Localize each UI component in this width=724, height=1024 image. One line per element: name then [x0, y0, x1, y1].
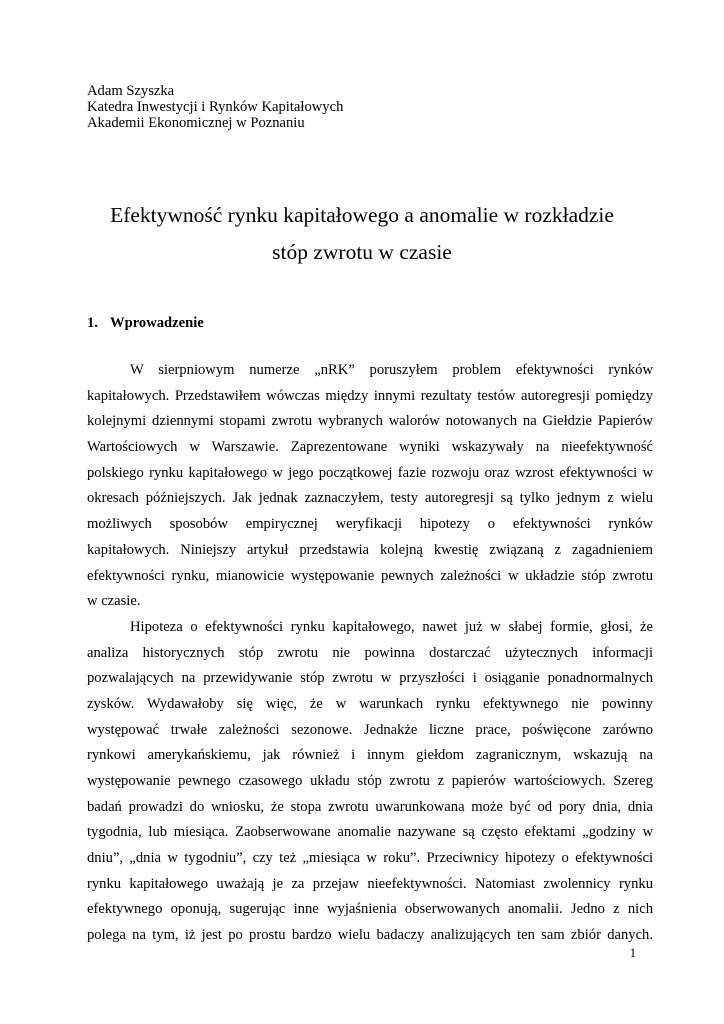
paragraph-2-line: analiza historycznych stóp zwrotu nie powinna dostarczać użytecznych informacji [87, 644, 653, 661]
paragraph-2-line: rynkowi amerykańskiemu, jak również i innym giełdom zagranicznym, wskazują na [87, 747, 653, 764]
paragraph-2-line: występowanie pewnego czasowego układu stóp zwrotu z papierów wartościowych. Szereg [87, 773, 653, 789]
paragraph-1-line: kolejnymi dziennymi stopami zwrotu wybranych walorów notowanych na Giełdzie Papierów [87, 413, 653, 430]
paragraph-2-line: pozwalających na przewidywanie stóp zwrotu w przyszłości i osiąganie ponadnormalnych [87, 670, 653, 687]
author-block [87, 83, 343, 131]
paper-title-line-1: Efektywność rynku kapitałowego a anomalie w rozkładzie [110, 203, 614, 227]
paragraph-2-line: dniu”, „dnia w tygodniu”, czy też „miesiąca w roku”. Przeciwnicy hipotezy o efektywności [87, 850, 653, 867]
paragraph-1-line: okresach późniejszych. Jak jednak zaznaczyłem, testy autoregresji są tylko jednym z wielu [87, 490, 653, 507]
paper-title-line-2: stóp zwrotu w czasie [272, 240, 452, 264]
page-number: 1 [629, 946, 636, 960]
author-name: Adam Szyszka [87, 83, 175, 99]
paragraph-1-line: możliwych sposobów empirycznej weryfikacji hipotezy o efektywności rynków [87, 516, 653, 533]
section-number: 1. [87, 315, 98, 331]
paragraph-2-line: badań prowadzi do wniosku, że stopa zwrotu uwarunkowana może być od pory dnia, dnia [87, 798, 653, 815]
paragraph-2-line: występować trwałe zależności sezonowe. Jednakże liczne prace, poświęcone zarówno [87, 721, 653, 738]
paragraph-1-line: polskiego rynku kapitałowego w jego początkowej fazie rozwoju oraz wzrost efektywności w [87, 464, 653, 481]
paragraph-1-line: kapitałowych. Niniejszy artykuł przedstawia kolejną kwestię związaną z zagadnieniem [87, 541, 653, 558]
paragraph-2-line: Hipoteza o efektywności rynku kapitałowego, nawet już w słabej formie, głosi, że [130, 618, 653, 635]
body-text [87, 358, 653, 949]
paragraph-2-line: zysków. Wydawałoby się więc, że w warunkach rynku efektywnego nie powinny [87, 695, 653, 712]
paragraph-1-line: efektywności rynku, mianowicie występowanie pewnych zależności w układzie stóp zwrotu [87, 567, 653, 584]
paragraph-2-line: polega na tym, iż jest po prostu bardzo wielu badaczy analizujących ten sam zbiór danych. [87, 927, 653, 944]
paragraph-1-line: w czasie. [87, 593, 141, 610]
paragraph-1-line: kapitałowych. Przedstawiłem wówczas między innymi rezultaty testów autoregresji pomiędzy [87, 387, 653, 404]
author-department: Katedra Inwestycji i Rynków Kapitałowych [87, 99, 344, 115]
paragraph-1-line: Wartościowych w Warszawie. Zaprezentowane wyniki wskazywały na nieefektywność [87, 439, 653, 456]
author-institution: Akademii Ekonomicznej w Poznaniu [87, 115, 305, 131]
paragraph-2-line: rynku kapitałowego uważają je za przejaw nieefektywności. Natomiast zwolennicy rynku [87, 875, 653, 892]
paragraph-2-line: tygodnia, lub miesiąca. Zaobserwowane anomalie nazywane są często efektami „godziny w [87, 824, 653, 841]
section-heading [87, 314, 204, 332]
section-title: Wprowadzenie [110, 315, 204, 331]
paragraph-1-line: W sierpniowym numerze „nRK” poruszyłem problem efektywności rynków [130, 362, 653, 378]
paragraph-2-line: efektywnego oponują, sugerując inne wyjaśnienia obserwowanych anomalii. Jedno z nich [87, 901, 653, 918]
